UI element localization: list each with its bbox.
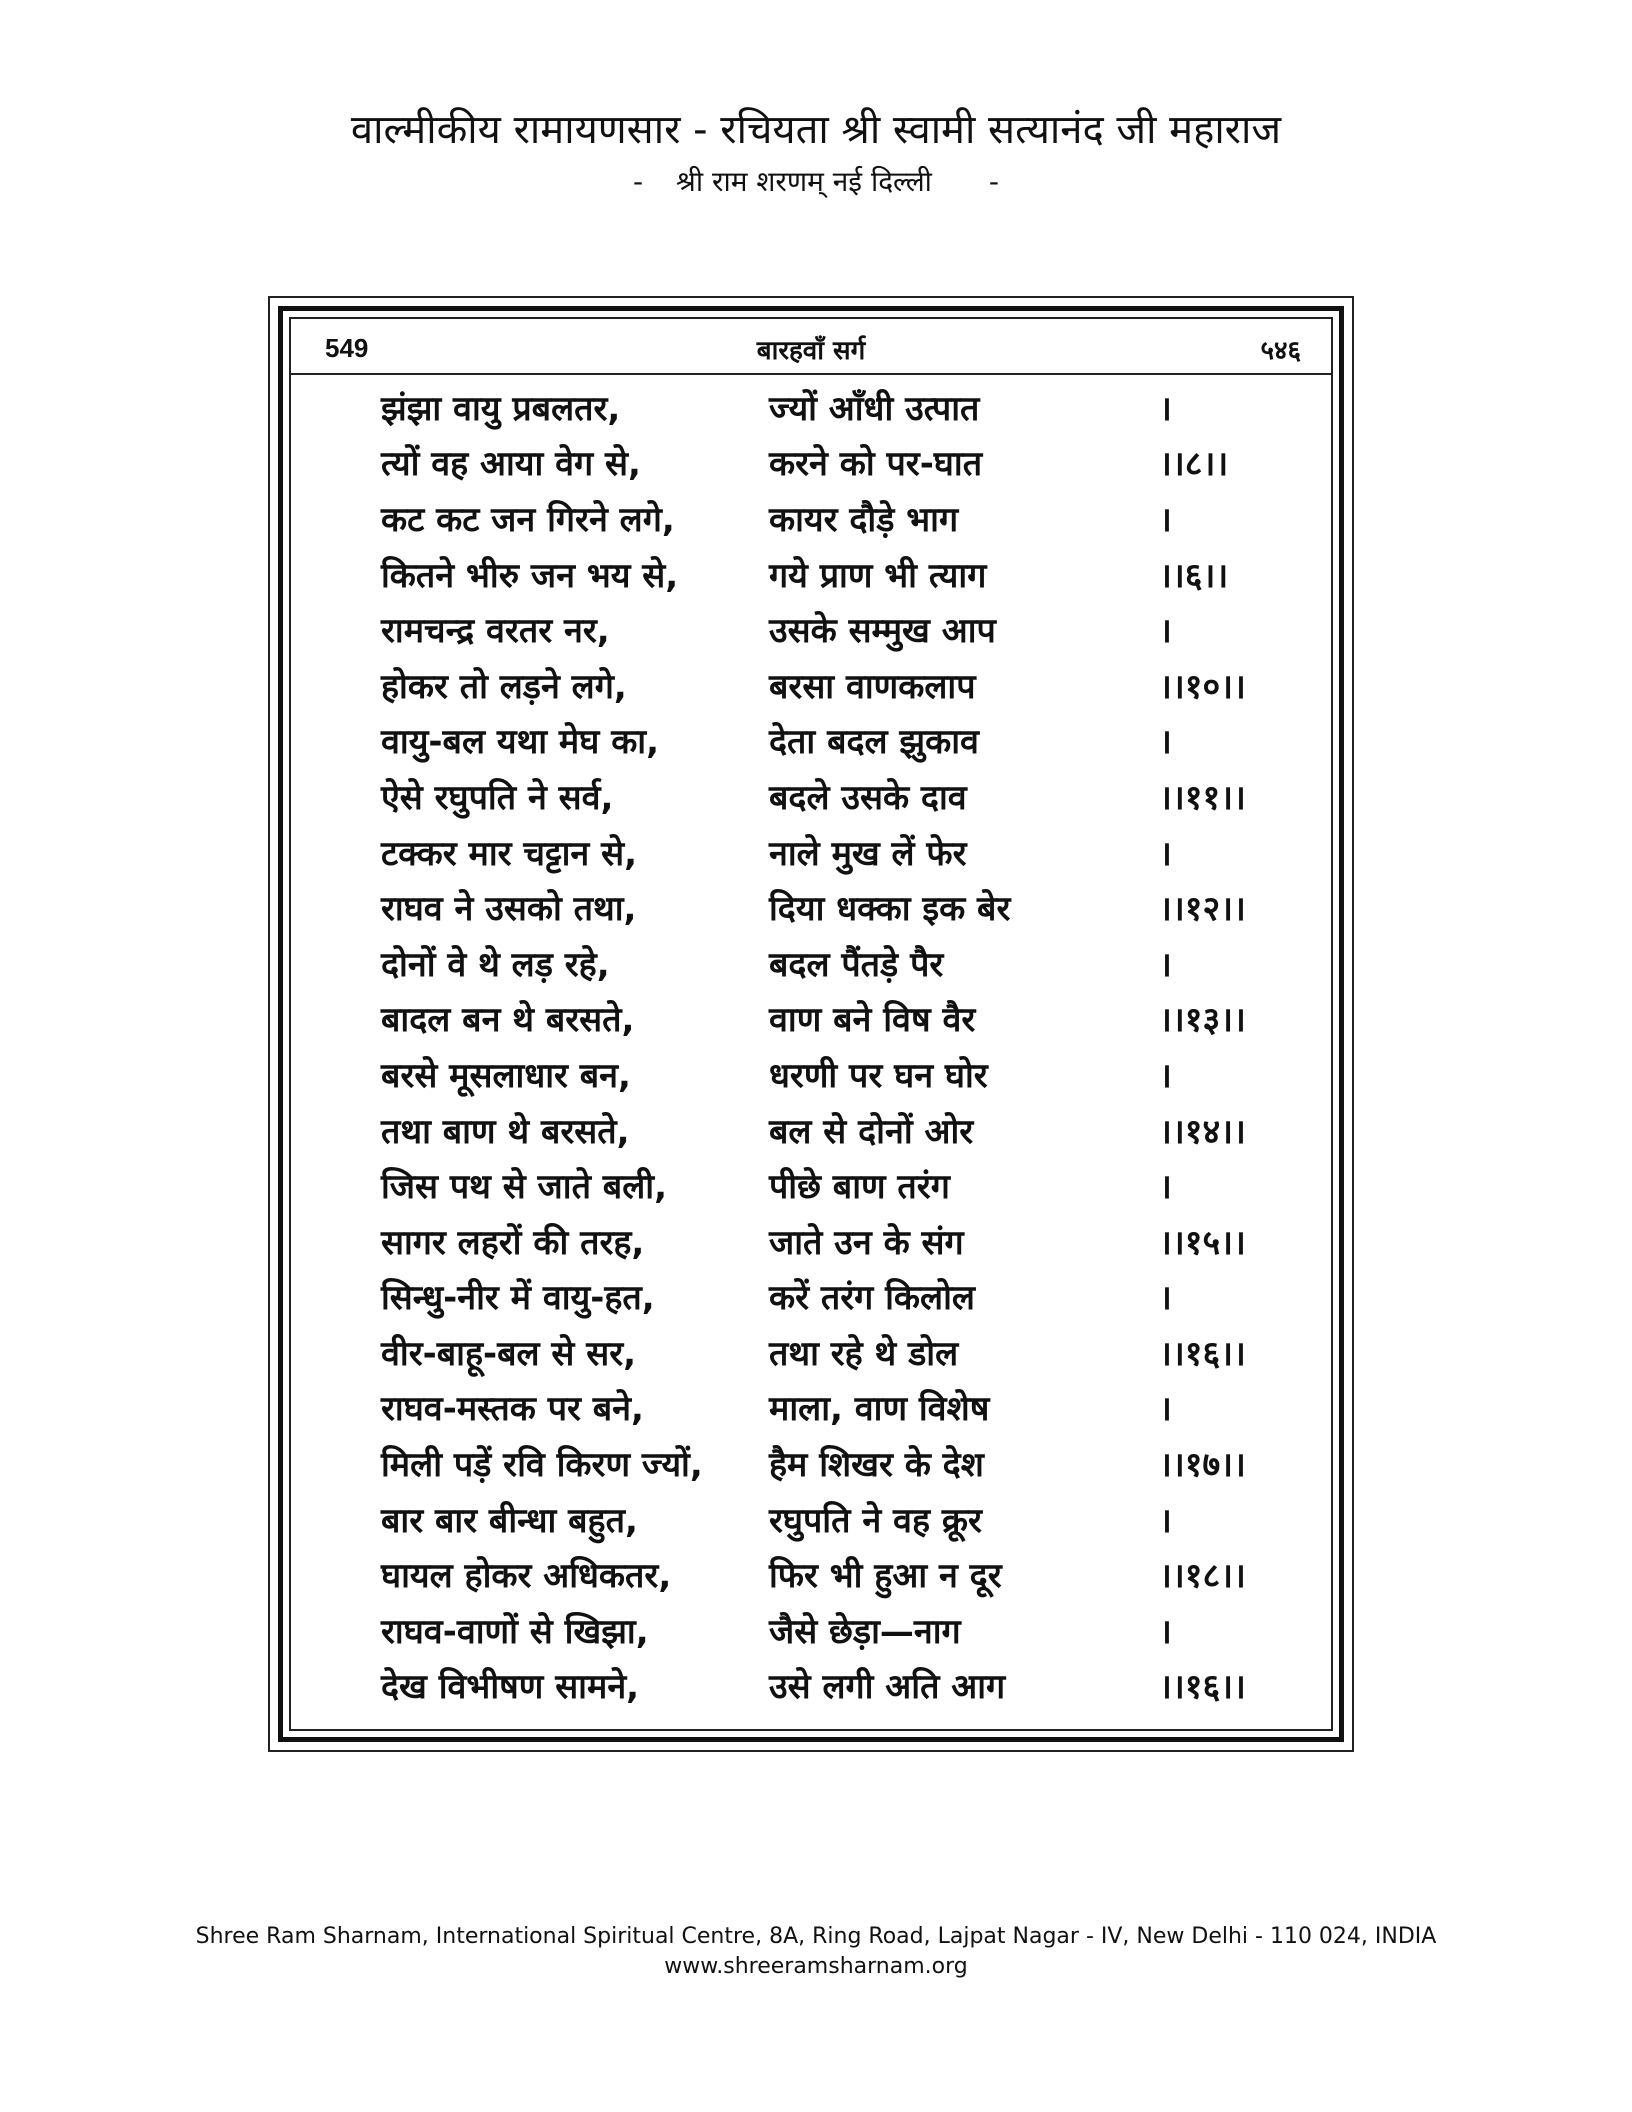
verse-line [381, 768, 1341, 824]
verse-line [381, 991, 1341, 1047]
verse-line [381, 1213, 1341, 1269]
verse-marker: ।।१६।। [1159, 1333, 1246, 1374]
verse-line [381, 435, 1341, 491]
verse-line [381, 1491, 1341, 1547]
page-number-arabic: 549 [325, 333, 369, 363]
verse-line [381, 1380, 1341, 1436]
verse-second-half: बरसा वाणकलाप [769, 666, 976, 707]
verse-marker: । [1159, 1278, 1172, 1319]
verse-marker: । [1159, 722, 1172, 763]
subtitle-dash-left: - [633, 165, 644, 198]
verse-first-half: वायु-बल यथा मेघ का, [381, 722, 660, 763]
document-title: वाल्मीकीय रामायणसार - रचियता श्री स्वामी सत्यानंद जी महाराज [350, 107, 1282, 153]
subtitle-text: श्री राम शरणम् नई दिल्ली [676, 165, 932, 198]
verse-second-half: उसे लगी अति आग [769, 1667, 1006, 1708]
verse-second-half: ज्यों आँधी उत्पात [769, 388, 980, 429]
verse-line [381, 1157, 1341, 1213]
verse-line [381, 379, 1341, 435]
verse-marker: ।।१३।। [1159, 1000, 1246, 1041]
verse-first-half: बार बार बीन्धा बहुत, [381, 1500, 638, 1541]
verse-marker: । [1159, 1055, 1172, 1096]
verse-first-half: राघव-मस्तक पर बने, [381, 1389, 644, 1430]
verse-first-half: बादल बन थे बरसते, [381, 1000, 635, 1041]
verse-second-half: हैम शिखर के देश [769, 1445, 984, 1486]
verse-marker: ।।८।। [1159, 444, 1229, 485]
verse-second-half: देता बदल झुकाव [769, 722, 979, 763]
verse-marker: । [1159, 833, 1172, 874]
verse-second-half: करने को पर-घात [769, 444, 983, 485]
verse-line [381, 1658, 1341, 1714]
verse-first-half: देख विभीषण सामने, [381, 1667, 640, 1708]
verse-first-half: सागर लहरों की तरह, [381, 1222, 645, 1263]
verse-first-half: राघव ने उसको तथा, [381, 889, 637, 930]
verse-second-half: गये प्राण भी त्याग [769, 555, 987, 596]
verse-marker: ।।१८।। [1159, 1556, 1246, 1597]
verse-first-half: रामचन्द्र वरतर नर, [381, 611, 610, 652]
verse-marker: ।।१५।। [1159, 1222, 1246, 1263]
verse-marker: ।।१४।। [1159, 1111, 1246, 1152]
verse-first-half: कट कट जन गिरने लगे, [381, 499, 675, 540]
verse-line [381, 713, 1341, 769]
verse-first-half: दोनों वे थे लड़ रहे, [381, 944, 610, 985]
verse-second-half: बदले उसके दाव [769, 777, 967, 818]
verse-first-half: बरसे मूसलाधार बन, [381, 1055, 631, 1096]
verse-second-half: धरणी पर घन घोर [769, 1055, 988, 1096]
verse-marker: ।।१७।। [1159, 1445, 1246, 1486]
verse-marker: । [1159, 1611, 1172, 1652]
verse-first-half: तथा बाण थे बरसते, [381, 1111, 630, 1152]
verse-first-half: होकर तो लड़ने लगे, [381, 666, 627, 707]
verse-second-half: कायर दौड़े भाग [769, 499, 959, 540]
verse-line [381, 1435, 1341, 1491]
verse-marker: ।।११।। [1159, 777, 1246, 818]
verse-marker: ।।१२।। [1159, 889, 1246, 930]
verse-first-half: घायल होकर अधिकतर, [381, 1556, 672, 1597]
verse-second-half: रघुपति ने वह क्रूर [769, 1500, 982, 1541]
verse-line [381, 1546, 1341, 1602]
verse-second-half: बल से दोनों ओर [769, 1111, 974, 1152]
verse-line [381, 1102, 1341, 1158]
verse-second-half: माला, वाण विशेष [769, 1389, 990, 1430]
page-frame [268, 296, 1354, 1752]
verse-marker: ।।६।। [1159, 555, 1229, 596]
verse-marker: । [1159, 1500, 1172, 1541]
verse-second-half: वाण बने विष वैर [769, 1000, 976, 1041]
verse-marker: । [1159, 1389, 1172, 1430]
verse-second-half: नाले मुख लें फेर [769, 833, 967, 874]
verse-second-half: जाते उन के संग [769, 1222, 964, 1263]
page-frame-border [278, 306, 1344, 1742]
verse-marker: । [1159, 388, 1172, 429]
page-content-box [289, 317, 1333, 1731]
verse-line [381, 490, 1341, 546]
verse-marker: ।।१६।। [1159, 1667, 1246, 1708]
verse-second-half: पीछे बाण तरंग [769, 1167, 950, 1208]
verse-second-half: बदल पैंतड़े पैर [769, 944, 944, 985]
verse-line [381, 824, 1341, 880]
verse-second-half: करें तरंग किलोल [769, 1278, 975, 1319]
verse-first-half: ऐसे रघुपति ने सर्व, [381, 777, 614, 818]
verse-second-half: दिया धक्का इक बेर [769, 889, 1011, 930]
document-subtitle [0, 162, 1632, 200]
verse-line [381, 879, 1341, 935]
page-header-bar [291, 319, 1331, 375]
verse-first-half: सिन्धु-नीर में वायु-हत, [381, 1278, 655, 1319]
verse-first-half: वीर-बाहू-बल से सर, [381, 1333, 637, 1374]
verse-first-half: कितने भीरु जन भय से, [381, 555, 679, 596]
verse-line [381, 1269, 1341, 1325]
verse-marker: । [1159, 1167, 1172, 1208]
verse-marker: । [1159, 499, 1172, 540]
verse-line [381, 601, 1341, 657]
subtitle-dash-right: - [988, 165, 999, 198]
verse-list [381, 379, 1341, 1713]
verse-line [381, 935, 1341, 991]
verse-second-half: जैसे छेड़ा—नाग [769, 1611, 961, 1652]
verse-first-half: त्यों वह आया वेग से, [381, 444, 641, 485]
footer-address: Shree Ram Sharnam, International Spiritual Centre, 8A, Ring Road, Lajpat Nagar - IV, New Delhi - 110 024, INDIA [195, 1924, 1437, 1949]
verse-first-half: टक्कर मार चट्टान से, [381, 833, 638, 874]
verse-line [381, 546, 1341, 602]
verse-marker: । [1159, 944, 1172, 985]
verse-line [381, 1324, 1341, 1380]
verse-second-half: तथा रहे थे डोल [769, 1333, 959, 1374]
verse-first-half: मिली पड़ें रवि किरण ज्यों, [381, 1445, 703, 1486]
verse-line [381, 1602, 1341, 1658]
page-number-devanagari: ५४६ [1260, 336, 1301, 366]
verse-first-half: राघव-वाणों से खिझा, [381, 1611, 649, 1652]
chapter-heading: बारहवाँ सर्ग [756, 336, 866, 366]
verse-line [381, 657, 1341, 713]
footer-website: www.shreeramsharnam.org [664, 1954, 968, 1979]
verse-marker: ।।१०।। [1159, 666, 1246, 707]
verse-first-half: जिस पथ से जाते बली, [381, 1167, 667, 1208]
verse-line [381, 1046, 1341, 1102]
verse-second-half: फिर भी हुआ न दूर [769, 1556, 1002, 1597]
verse-first-half: झंझा वायु प्रबलतर, [381, 388, 621, 429]
verse-second-half: उसके सम्मुख आप [769, 611, 996, 652]
verse-marker: । [1159, 611, 1172, 652]
